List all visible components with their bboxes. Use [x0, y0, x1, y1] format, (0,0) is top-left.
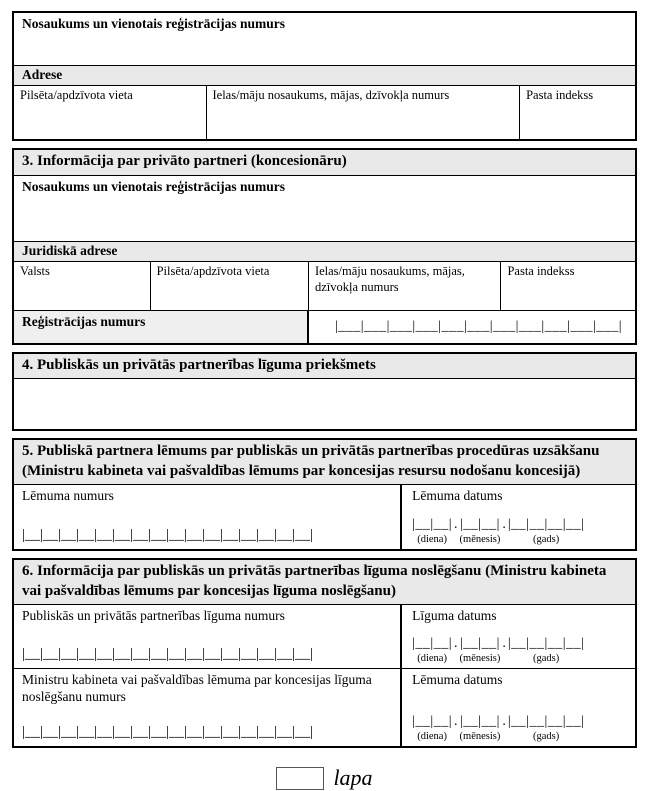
public-partner-name-field[interactable] — [14, 13, 635, 66]
date-separator: . — [454, 517, 458, 533]
contract-number-label: Publiskās un privātās partnerības līguma numurs — [22, 608, 285, 624]
legal-address-header: Juridiskā adrese — [14, 242, 635, 262]
conclusion-decision-number-label: Ministru kabineta vai pašvaldības lēmuma par koncesijas līguma noslēgšanu numurs — [22, 672, 372, 705]
address-header: Adrese — [14, 66, 635, 86]
date-month-boxes: |__|__| — [460, 714, 500, 730]
legal-address-city-label: Pilsēta/apdzīvota vieta — [156, 263, 270, 278]
address-columns-row — [14, 86, 635, 139]
section-5-title: 5. Publiskā partnera lēmums par publiskās un privātās partnerības procedūras uzsākšanu (Ministru kabineta vai pašvaldības lēmums par koncesijas resursu nodošanu koncesijā) — [14, 440, 635, 485]
date-month-label: (mēnesis) — [459, 730, 501, 742]
conclusion-decision-number-cell[interactable] — [14, 669, 402, 746]
section-3-title: 3. Informācija par privāto partneri (koncesionāru) — [14, 150, 635, 176]
contract-number-boxes: |__|__|__|__|__|__|__|__|__|__|__|__|__|__|__|__| — [22, 645, 314, 662]
address-postal-field[interactable] — [520, 86, 635, 139]
date-day-boxes: |__|__| — [412, 636, 453, 652]
date-year-boxes: |__|__|__|__| — [507, 714, 585, 730]
legal-address-street-field[interactable] — [309, 262, 502, 310]
contract-number-cell[interactable] — [14, 605, 402, 668]
date-separator: . — [502, 636, 506, 652]
date-year-boxes: |__|__|__|__| — [507, 517, 585, 533]
contract-date-input — [412, 636, 627, 664]
conclusion-decision-row — [14, 668, 635, 746]
date-day-label: (diena) — [417, 533, 447, 545]
date-separator: . — [502, 714, 506, 730]
date-separator: . — [454, 714, 458, 730]
private-partner-name-label: Nosaukums un vienotais reģistrācijas numurs — [22, 178, 286, 194]
date-month-label: (mēnesis) — [459, 533, 501, 545]
registration-number-boxes: |___|___|___|___|___|___|___|___|___|___|___| — [334, 319, 623, 335]
date-day-boxes: |__|__| — [412, 714, 453, 730]
date-year-group — [508, 714, 585, 742]
decision-number-boxes: |__|__|__|__|__|__|__|__|__|__|__|__|__|__|__|__| — [22, 526, 314, 543]
date-day-label: (diena) — [417, 652, 447, 664]
date-day-group — [412, 517, 452, 545]
date-day-boxes: |__|__| — [412, 517, 453, 533]
decision-number-cell[interactable] — [14, 485, 402, 549]
contract-date-cell[interactable] — [402, 605, 635, 668]
conclusion-decision-number-boxes: |__|__|__|__|__|__|__|__|__|__|__|__|__|__|__|__| — [22, 723, 314, 740]
conclusion-decision-date-label: Lēmuma datums — [412, 672, 503, 688]
section-6-contract-conclusion — [12, 558, 637, 748]
section-5-decision — [12, 438, 637, 551]
section-public-partner — [12, 11, 637, 141]
decision-date-input — [412, 517, 627, 545]
date-year-group — [508, 636, 585, 664]
date-month-boxes: |__|__| — [460, 636, 500, 652]
address-street-field[interactable] — [207, 86, 521, 139]
page-footer — [12, 765, 637, 791]
date-day-group — [412, 636, 452, 664]
legal-address-country-label: Valsts — [20, 263, 50, 278]
decision-row — [14, 485, 635, 549]
conclusion-decision-date-input — [412, 714, 627, 742]
date-year-label: (gads) — [533, 652, 560, 664]
address-city-field[interactable] — [14, 86, 207, 139]
public-partner-name-label: Nosaukums un vienotais reģistrācijas numurs — [22, 16, 286, 31]
address-postal-label: Pasta indekss — [526, 88, 594, 103]
registration-number-label: Reģistrācijas numurs — [14, 311, 309, 343]
date-month-group — [460, 517, 501, 545]
contract-date-label: Līguma datums — [412, 608, 497, 624]
address-city-label: Pilsēta/apdzīvota vieta — [20, 88, 133, 103]
date-day-label: (diena) — [417, 730, 447, 742]
legal-address-country-field[interactable] — [14, 262, 151, 310]
section-3-private-partner — [12, 148, 637, 345]
date-separator: . — [502, 517, 506, 533]
legal-address-postal-label: Pasta indekss — [507, 263, 575, 278]
decision-date-cell[interactable] — [402, 485, 635, 549]
decision-number-label: Lēmuma numurs — [22, 488, 114, 504]
date-year-boxes: |__|__|__|__| — [507, 636, 585, 652]
page-word-label: lapa — [333, 765, 373, 791]
contract-subject-field[interactable] — [14, 379, 635, 429]
legal-address-city-field[interactable] — [151, 262, 309, 310]
legal-address-street-label: Ielas/māju nosaukums, mājas, dzīvokļa numurs — [314, 263, 465, 294]
date-separator: . — [454, 636, 458, 652]
date-month-group — [460, 714, 501, 742]
legal-address-postal-field[interactable] — [501, 262, 635, 310]
registration-number-row — [14, 311, 635, 343]
address-street-label: Ielas/māju nosaukums, mājas, dzīvokļa numurs — [212, 88, 450, 103]
legal-address-columns-row — [14, 262, 635, 311]
section-4-title: 4. Publiskās un privātās partnerības līguma priekšmets — [14, 354, 635, 380]
section-6-title: 6. Informācija par publiskās un privātās partnerības līguma noslēgšanu (Ministru kabineta vai pašvaldības lēmums par koncesijas līguma noslēgšanu) — [14, 560, 635, 605]
date-month-boxes: |__|__| — [460, 517, 500, 533]
date-day-group — [412, 714, 452, 742]
page-number-box[interactable] — [276, 767, 324, 790]
decision-date-label: Lēmuma datums — [412, 488, 503, 504]
date-year-group — [508, 517, 585, 545]
registration-number-input[interactable] — [309, 311, 635, 343]
conclusion-decision-date-cell[interactable] — [402, 669, 635, 746]
date-year-label: (gads) — [533, 533, 560, 545]
date-month-label: (mēnesis) — [459, 652, 501, 664]
date-month-group — [460, 636, 501, 664]
date-year-label: (gads) — [533, 730, 560, 742]
private-partner-name-field[interactable] — [14, 176, 635, 242]
section-4-contract-subject — [12, 352, 637, 432]
contract-number-row — [14, 605, 635, 668]
